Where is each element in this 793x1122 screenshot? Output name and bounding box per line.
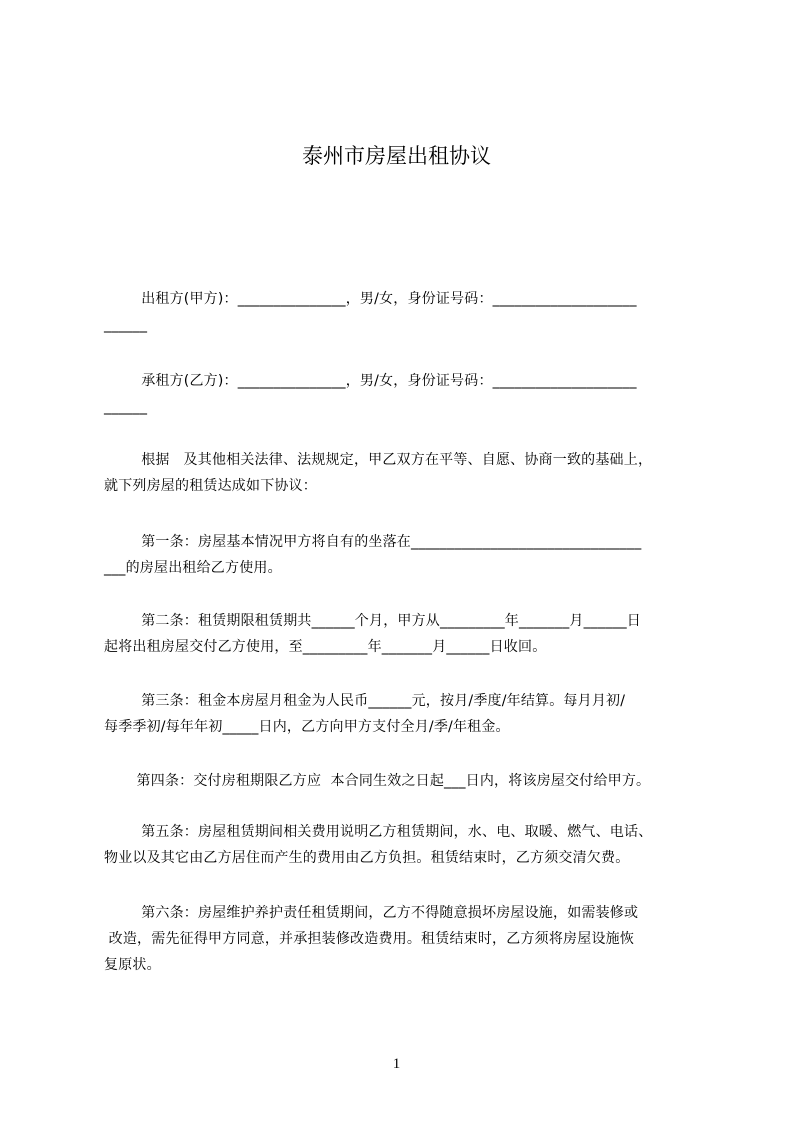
text-line: 复原状。	[104, 957, 161, 973]
text-line: 第五条：房屋租赁期间相关费用说明乙方租赁期间，水、电、取暖、燃气、电话、	[104, 824, 653, 840]
text-line: ___的房屋出租给乙方使用。	[104, 560, 282, 576]
article-3-paragraph	[104, 688, 704, 740]
text-line: 起将出租房屋交付乙方使用，至_________年_______月______日收回。	[104, 639, 547, 655]
lessor-party-paragraph	[104, 286, 704, 338]
text-line: ______	[104, 317, 148, 333]
page-number: 1	[392, 1056, 401, 1072]
article-6-paragraph	[104, 900, 704, 978]
text-line: 第四条：交付房租期限乙方应 本合同生效之日起___日内，将该房屋交付给甲方。	[104, 773, 651, 789]
preamble-paragraph	[104, 447, 704, 499]
text-line: 改造，需先征得甲方同意，并承担装修改造费用。租赁结束时，乙方须将房屋设施恢	[104, 931, 635, 947]
text-line: 就下列房屋的租赁达成如下协议：	[104, 478, 317, 494]
text-line: ______	[104, 399, 148, 415]
text-line: 根据 及其他相关法律、法规规定，甲乙双方在平等、自愿、协商一致的基础上，	[104, 452, 653, 468]
text-line: 出租方(甲方)：_______________，男/女，身份证号码：____________________	[104, 291, 637, 307]
text-line: 每季季初/每年年初_____日内，乙方向甲方支付全月/季/年租金。	[104, 719, 510, 735]
article-5-paragraph	[104, 819, 704, 871]
article-1-paragraph	[104, 529, 704, 581]
text-line: 第三条：租金本房屋月租金为人民币______元，按月/季度/年结算。每月月初/	[104, 693, 626, 709]
text-line: 承租方(乙方)：_______________，男/女，身份证号码：____________________	[104, 373, 637, 389]
article-2-paragraph	[104, 608, 704, 660]
article-4-paragraph	[104, 768, 704, 794]
text-line: 第一条：房屋基本情况甲方将自有的坐落在________________________________	[104, 534, 642, 550]
document-title: 泰州市房屋出租协议	[302, 144, 491, 168]
text-line: 物业以及其它由乙方居住而产生的费用由乙方负担。租赁结束时，乙方须交清欠费。	[104, 850, 630, 866]
text-line: 第二条：租赁期限租赁期共______个月，甲方从_________年_______月______日	[104, 613, 642, 629]
lessee-party-paragraph	[104, 368, 704, 420]
text-line: 第六条：房屋维护养护责任租赁期间，乙方不得随意损坏房屋设施，如需装修或	[104, 905, 639, 921]
